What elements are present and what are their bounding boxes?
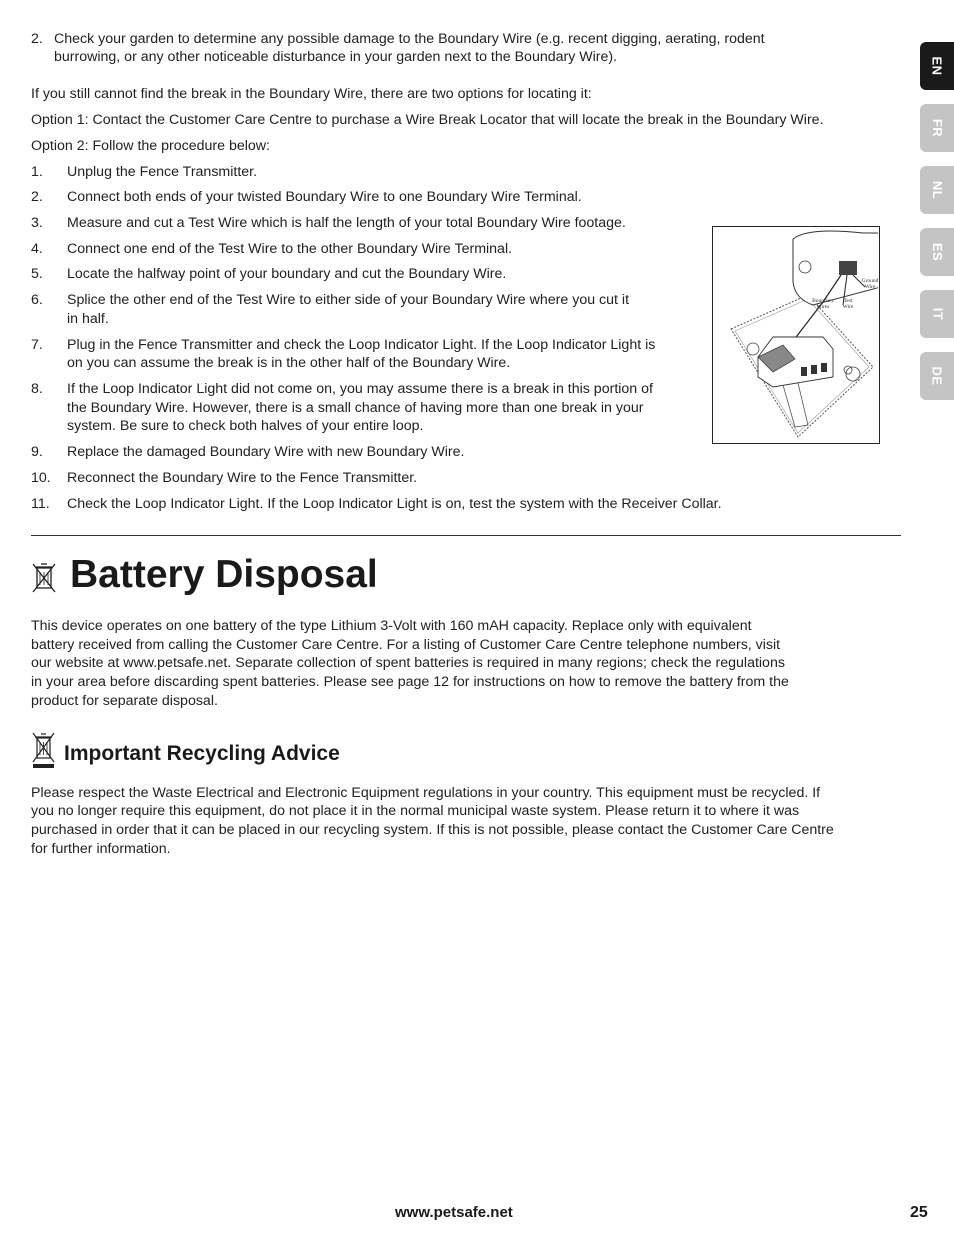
boundary-label: Boundary [812, 298, 834, 304]
recycling-title: Important Recycling Advice [64, 742, 340, 765]
ground-label: Ground [861, 278, 878, 284]
tab-es[interactable] [920, 228, 954, 276]
step-text: on you can assume the break is in the other half of the Boundary Wire. [67, 355, 511, 371]
step-number: 11. [31, 496, 50, 512]
tab-label: EN [930, 56, 945, 76]
tree-icon [747, 343, 759, 355]
tab-label: FR [930, 118, 945, 138]
step-number: 10. [31, 470, 51, 486]
battery-disposal-title: Battery Disposal [70, 553, 378, 596]
step-text: Unplug the Fence Transmitter. [67, 164, 258, 180]
step-number: 9. [31, 444, 43, 460]
step-number: 2. [31, 189, 43, 205]
tab-it[interactable] [920, 290, 954, 338]
tab-label: ES [930, 242, 945, 262]
step-text: Connect both ends of your twisted Boundary Wire to one Boundary Wire Terminal. [67, 189, 582, 205]
test-label: Test [843, 298, 853, 304]
list-text-line: burrowing, or any other noticeable disturbance in your garden next to the Boundary Wire). [54, 49, 618, 65]
step-text: the Boundary Wire. However, there is a small chance of having more than one break in your [67, 400, 644, 416]
option-1: Option 1: Contact the Customer Care Centre to purchase a Wire Break Locator that will locate the break in the Boundary Wire. [31, 112, 824, 128]
tree-icon [844, 366, 852, 374]
wires-label: Wires [816, 304, 830, 310]
tab-nl[interactable] [920, 166, 954, 214]
tab-label: IT [930, 307, 945, 321]
battery-line: battery received from calling the Customer Care Centre. For a listing of Customer Care Centre telephone numbers, visit [31, 637, 781, 653]
step-number: 4. [31, 241, 43, 257]
driveway [783, 383, 808, 427]
test-wire-label: Wire [842, 304, 854, 310]
page-number: 25 [910, 1204, 928, 1221]
step-number: 3. [31, 215, 43, 231]
battery-line: This device operates on one battery of the type Lithium 3-Volt with 160 mAH capacity. Replace only with equivalent [31, 618, 752, 634]
crossed-bin-icon [31, 560, 59, 596]
terminal-block [839, 261, 857, 275]
battery-line: in your area before discarding spent batteries. Please see page 12 for instructions on how to remove the battery from the [31, 674, 789, 690]
step-number: 6. [31, 292, 43, 308]
tab-fr[interactable] [920, 104, 954, 152]
list-text-line: Check your garden to determine any possible damage to the Boundary Wire (e.g. recent digging, aerating, rodent [54, 31, 765, 47]
recycling-line: for further information. [31, 841, 171, 857]
tab-label: DE [930, 366, 945, 386]
battery-line: our website at www.petsafe.net. Separate collection of spent batteries is required in many regions; check the regulations [31, 655, 785, 671]
step-text: Splice the other end of the Test Wire to either side of your Boundary Wire where you cut it [67, 292, 630, 308]
boundary-wire-illustration [712, 226, 880, 444]
tab-de[interactable] [920, 352, 954, 400]
tab-en[interactable] [920, 42, 954, 90]
step-text: Check the Loop Indicator Light. If the Loop Indicator Light is on, test the system with the Receiver Collar. [67, 496, 722, 512]
step-text: Plug in the Fence Transmitter and check the Loop Indicator Light. If the Loop Indicator Light is [67, 337, 656, 353]
house-window [801, 367, 807, 376]
step-number: 8. [31, 381, 43, 397]
house-window [821, 363, 827, 372]
ground-wire-label: Wire [864, 284, 876, 290]
step-number: 1. [31, 164, 43, 180]
step-number: 7. [31, 337, 43, 353]
step-text: Locate the halfway point of your boundary and cut the Boundary Wire. [67, 266, 507, 282]
recycling-line: you no longer require this equipment, do not place it in the normal municipal waste system. Please return it to where it was [31, 803, 800, 819]
yard-diagram-svg [713, 227, 878, 442]
step-text: If the Loop Indicator Light did not come on, you may assume there is a break in this portion of [67, 381, 653, 397]
step-number: 5. [31, 266, 43, 282]
battery-line: product for separate disposal. [31, 693, 218, 709]
transmitter-box [793, 231, 878, 305]
step-text: Replace the damaged Boundary Wire with new Boundary Wire. [67, 444, 465, 460]
step-text: in half. [67, 311, 109, 327]
step-text: Measure and cut a Test Wire which is half the length of your total Boundary Wire footage. [67, 215, 626, 231]
list-number: 2. [31, 31, 43, 47]
house-window [811, 365, 817, 374]
weee-bin-icon [31, 730, 57, 770]
step-text: Reconnect the Boundary Wire to the Fence Transmitter. [67, 470, 418, 486]
recycling-line: Please respect the Waste Electrical and Electronic Equipment regulations in your country. This equipment must be recycled. If [31, 785, 821, 801]
options-intro: If you still cannot find the break in the Boundary Wire, there are two options for locating it: [31, 86, 592, 102]
step-text: Connect one end of the Test Wire to the other Boundary Wire Terminal. [67, 241, 513, 257]
tab-label: NL [930, 180, 945, 200]
footer-url[interactable]: www.petsafe.net [395, 1204, 513, 1221]
option-2: Option 2: Follow the procedure below: [31, 138, 270, 154]
section-divider [31, 535, 901, 536]
recycling-line: purchased in order that it can be placed in our recycling system. If this is not possible, please contact the Customer Care Centre [31, 822, 834, 838]
step-text: system. Be sure to check both halves of your entire loop. [67, 418, 424, 434]
